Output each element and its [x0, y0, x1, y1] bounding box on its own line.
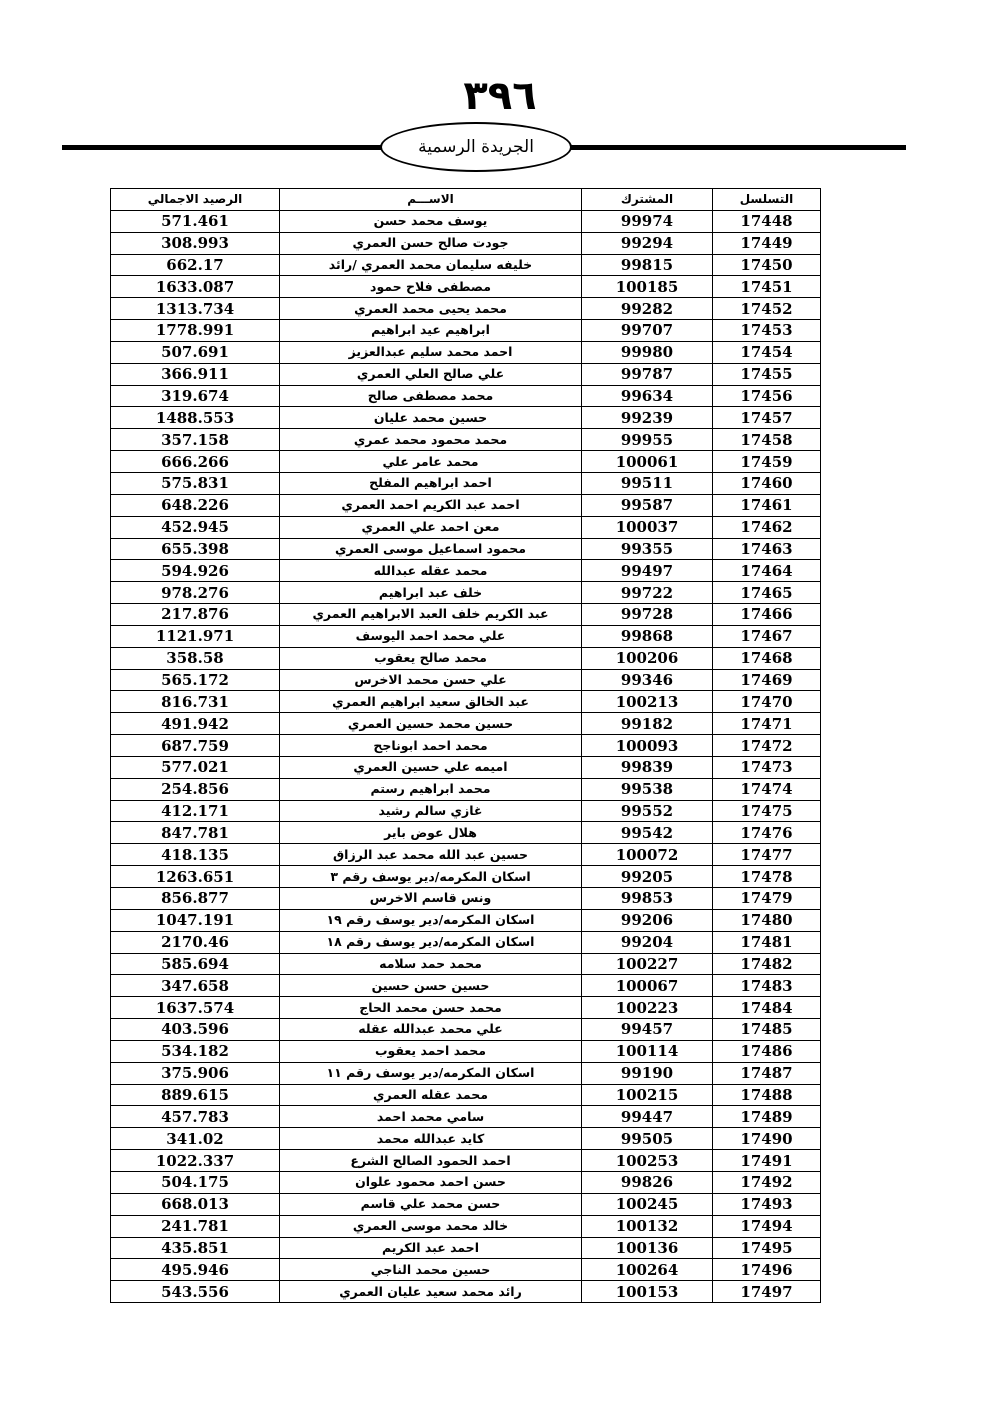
cell-serial: 17486	[713, 1040, 821, 1062]
cell-name: محمد محمود محمد عمري	[280, 429, 582, 451]
cell-name: حسين محمد الناجي	[280, 1259, 582, 1281]
cell-serial: 17478	[713, 866, 821, 888]
cell-name: خلف عبد ابراهيم	[280, 582, 582, 604]
table-row	[111, 1128, 821, 1150]
cell-name: سامي محمد احمد	[280, 1106, 582, 1128]
cell-balance: 571.461	[111, 210, 280, 232]
table-row	[111, 953, 821, 975]
table-row	[111, 1237, 821, 1259]
cell-subscriber: 99205	[582, 866, 713, 888]
cell-subscriber: 100061	[582, 451, 713, 473]
cell-serial: 17455	[713, 363, 821, 385]
cell-serial: 17474	[713, 778, 821, 800]
table-row	[111, 1040, 821, 1062]
cell-serial: 17464	[713, 560, 821, 582]
cell-name: احمد ابراهيم المفلح	[280, 472, 582, 494]
table-row	[111, 451, 821, 473]
cell-serial: 17462	[713, 516, 821, 538]
cell-balance: 1263.651	[111, 866, 280, 888]
table-row	[111, 538, 821, 560]
cell-subscriber: 100215	[582, 1084, 713, 1106]
table-row	[111, 254, 821, 276]
cell-subscriber: 100227	[582, 953, 713, 975]
cell-serial: 17448	[713, 210, 821, 232]
cell-serial: 17476	[713, 822, 821, 844]
cell-balance: 856.877	[111, 888, 280, 910]
cell-serial: 17453	[713, 320, 821, 342]
table-row	[111, 866, 821, 888]
table-row	[111, 1281, 821, 1303]
cell-balance: 585.694	[111, 953, 280, 975]
cell-balance: 687.759	[111, 735, 280, 757]
cell-balance: 594.926	[111, 560, 280, 582]
cell-name: محمود اسماعيل موسى العمري	[280, 538, 582, 560]
cell-serial: 17467	[713, 625, 821, 647]
cell-serial: 17463	[713, 538, 821, 560]
table-row	[111, 1150, 821, 1172]
cell-name: احمد الحمود الصالح الشرع	[280, 1150, 582, 1172]
cell-subscriber: 100264	[582, 1259, 713, 1281]
cell-serial: 17494	[713, 1215, 821, 1237]
cell-name: عبد الكريم خلف العبد الابراهيم العمري	[280, 604, 582, 626]
header-rule-right	[570, 145, 906, 150]
cell-name: محمد عامر علي	[280, 451, 582, 473]
header-rule-left	[62, 145, 384, 150]
cell-serial: 17483	[713, 975, 821, 997]
cell-subscriber: 99206	[582, 909, 713, 931]
cell-subscriber: 99980	[582, 341, 713, 363]
cell-balance: 816.731	[111, 691, 280, 713]
cell-balance: 662.17	[111, 254, 280, 276]
table-row	[111, 800, 821, 822]
table-row	[111, 691, 821, 713]
cell-balance: 418.135	[111, 844, 280, 866]
table-row	[111, 931, 821, 953]
cell-name: رائد محمد سعيد عليان العمري	[280, 1281, 582, 1303]
cell-name: ابراهيم عيد ابراهيم	[280, 320, 582, 342]
cell-serial: 17456	[713, 385, 821, 407]
table-row	[111, 756, 821, 778]
cell-balance: 565.172	[111, 669, 280, 691]
cell-serial: 17477	[713, 844, 821, 866]
table-row	[111, 363, 821, 385]
table-row	[111, 232, 821, 254]
cell-serial: 17451	[713, 276, 821, 298]
cell-subscriber: 99542	[582, 822, 713, 844]
cell-balance: 1488.553	[111, 407, 280, 429]
cell-serial: 17475	[713, 800, 821, 822]
cell-name: احمد عبد الكريم	[280, 1237, 582, 1259]
cell-serial: 17497	[713, 1281, 821, 1303]
cell-balance: 495.946	[111, 1259, 280, 1281]
cell-serial: 17450	[713, 254, 821, 276]
cell-serial: 17484	[713, 997, 821, 1019]
cell-subscriber: 99182	[582, 713, 713, 735]
table-row	[111, 1259, 821, 1281]
header-serial: التسلسل	[713, 189, 821, 211]
cell-serial: 17482	[713, 953, 821, 975]
cell-name: علي محمد احمد اليوسف	[280, 625, 582, 647]
table-row	[111, 735, 821, 757]
cell-subscriber: 99282	[582, 298, 713, 320]
cell-subscriber: 99505	[582, 1128, 713, 1150]
cell-subscriber: 100253	[582, 1150, 713, 1172]
cell-name: ونس قاسم الاخرس	[280, 888, 582, 910]
cell-subscriber: 99853	[582, 888, 713, 910]
cell-name: اسكان المكرمه/دير يوسف رقم ١٨	[280, 931, 582, 953]
table-row	[111, 560, 821, 582]
cell-name: هلال عوض باير	[280, 822, 582, 844]
cell-subscriber: 99511	[582, 472, 713, 494]
cell-balance: 241.781	[111, 1215, 280, 1237]
cell-balance: 2170.46	[111, 931, 280, 953]
table-row	[111, 909, 821, 931]
cell-name: حسين عبد الله محمد عبد الرزاق	[280, 844, 582, 866]
cell-serial: 17490	[713, 1128, 821, 1150]
cell-subscriber: 99787	[582, 363, 713, 385]
cell-name: خليفه سليمان محمد العمري /رائد	[280, 254, 582, 276]
cell-serial: 17488	[713, 1084, 821, 1106]
cell-subscriber: 100245	[582, 1193, 713, 1215]
cell-serial: 17458	[713, 429, 821, 451]
cell-name: كايد عبدالله محمد	[280, 1128, 582, 1150]
cell-subscriber: 100153	[582, 1281, 713, 1303]
cell-name: علي صالح العلي العمري	[280, 363, 582, 385]
cell-balance: 534.182	[111, 1040, 280, 1062]
cell-subscriber: 99497	[582, 560, 713, 582]
cell-subscriber: 100037	[582, 516, 713, 538]
cell-serial: 17473	[713, 756, 821, 778]
cell-balance: 457.783	[111, 1106, 280, 1128]
table-row	[111, 407, 821, 429]
table-row	[111, 997, 821, 1019]
cell-subscriber: 100223	[582, 997, 713, 1019]
cell-subscriber: 99294	[582, 232, 713, 254]
cell-balance: 666.266	[111, 451, 280, 473]
cell-serial: 17468	[713, 647, 821, 669]
cell-name: حسن احمد محمود علوان	[280, 1171, 582, 1193]
cell-balance: 847.781	[111, 822, 280, 844]
cell-name: اسكان المكرمه/دير يوسف رقم ١٩	[280, 909, 582, 931]
cell-balance: 217.876	[111, 604, 280, 626]
table-row	[111, 975, 821, 997]
cell-serial: 17479	[713, 888, 821, 910]
cell-serial: 17465	[713, 582, 821, 604]
table-header-row	[111, 189, 821, 211]
table-row	[111, 210, 821, 232]
cell-subscriber: 99826	[582, 1171, 713, 1193]
cell-balance: 978.276	[111, 582, 280, 604]
cell-name: حسن محمد علي قاسم	[280, 1193, 582, 1215]
cell-name: محمد مصطفى صالح	[280, 385, 582, 407]
cell-balance: 1633.087	[111, 276, 280, 298]
cell-name: احمد عبد الكريم احمد العمري	[280, 494, 582, 516]
cell-name: حسين محمد حسين العمري	[280, 713, 582, 735]
cell-name: حسين محمد عليان	[280, 407, 582, 429]
cell-balance: 341.02	[111, 1128, 280, 1150]
cell-balance: 1022.337	[111, 1150, 280, 1172]
table-row	[111, 888, 821, 910]
cell-serial: 17496	[713, 1259, 821, 1281]
table-row	[111, 472, 821, 494]
table-row	[111, 582, 821, 604]
cell-serial: 17493	[713, 1193, 821, 1215]
table-row	[111, 1084, 821, 1106]
cell-name: محمد احمد يعقوب	[280, 1040, 582, 1062]
cell-balance: 375.906	[111, 1062, 280, 1084]
cell-subscriber: 100136	[582, 1237, 713, 1259]
table-row	[111, 713, 821, 735]
table-body	[111, 210, 821, 1302]
table-row	[111, 516, 821, 538]
cell-balance: 889.615	[111, 1084, 280, 1106]
cell-balance: 543.556	[111, 1281, 280, 1303]
table-row	[111, 1019, 821, 1041]
cell-serial: 17495	[713, 1237, 821, 1259]
cell-name: محمد احمد ابوناجح	[280, 735, 582, 757]
cell-serial: 17487	[713, 1062, 821, 1084]
cell-balance: 507.691	[111, 341, 280, 363]
cell-balance: 308.993	[111, 232, 280, 254]
cell-serial: 17452	[713, 298, 821, 320]
cell-subscriber: 100213	[582, 691, 713, 713]
cell-subscriber: 99839	[582, 756, 713, 778]
cell-subscriber: 99190	[582, 1062, 713, 1084]
cell-balance: 577.021	[111, 756, 280, 778]
cell-serial: 17460	[713, 472, 821, 494]
cell-serial: 17489	[713, 1106, 821, 1128]
page-number: ٣٩٦	[463, 73, 537, 119]
cell-serial: 17466	[713, 604, 821, 626]
table-row	[111, 822, 821, 844]
cell-name: محمد حمد سلامه	[280, 953, 582, 975]
cell-name: محمد يحيى محمد العمري	[280, 298, 582, 320]
cell-balance: 452.945	[111, 516, 280, 538]
cell-subscriber: 99355	[582, 538, 713, 560]
cell-balance: 254.856	[111, 778, 280, 800]
cell-serial: 17480	[713, 909, 821, 931]
cell-subscriber: 99722	[582, 582, 713, 604]
cell-balance: 668.013	[111, 1193, 280, 1215]
cell-serial: 17449	[713, 232, 821, 254]
table-row	[111, 625, 821, 647]
cell-subscriber: 100072	[582, 844, 713, 866]
cell-balance: 575.831	[111, 472, 280, 494]
cell-name: خالد محمد موسى العمري	[280, 1215, 582, 1237]
cell-subscriber: 99955	[582, 429, 713, 451]
cell-subscriber: 100185	[582, 276, 713, 298]
table-row	[111, 1062, 821, 1084]
cell-balance: 1637.574	[111, 997, 280, 1019]
cell-subscriber: 99587	[582, 494, 713, 516]
cell-name: احمد محمد سليم عبدالعزيز	[280, 341, 582, 363]
cell-name: محمد حسن محمد الحاج	[280, 997, 582, 1019]
cell-subscriber: 99346	[582, 669, 713, 691]
table-row	[111, 844, 821, 866]
cell-balance: 366.911	[111, 363, 280, 385]
cell-name: يوسف محمد حسن	[280, 210, 582, 232]
cell-serial: 17457	[713, 407, 821, 429]
cell-subscriber: 100093	[582, 735, 713, 757]
cell-serial: 17472	[713, 735, 821, 757]
cell-subscriber: 99552	[582, 800, 713, 822]
cell-balance: 435.851	[111, 1237, 280, 1259]
cell-name: اسكان المكرمه/دير يوسف رقم ١١	[280, 1062, 582, 1084]
cell-serial: 17492	[713, 1171, 821, 1193]
cell-balance: 655.398	[111, 538, 280, 560]
cell-balance: 504.175	[111, 1171, 280, 1193]
cell-serial: 17481	[713, 931, 821, 953]
cell-serial: 17471	[713, 713, 821, 735]
table-row	[111, 1106, 821, 1128]
cell-name: محمد عقله عبدالله	[280, 560, 582, 582]
cell-subscriber: 99204	[582, 931, 713, 953]
cell-name: اميمه علي حسين العمري	[280, 756, 582, 778]
cell-subscriber: 99815	[582, 254, 713, 276]
cell-name: اسكان المكرمه/دير يوسف رقم ٣	[280, 866, 582, 888]
table-row	[111, 385, 821, 407]
cell-balance: 1121.971	[111, 625, 280, 647]
table-row	[111, 341, 821, 363]
table-row	[111, 669, 821, 691]
publication-title: الجريدة الرسمية	[380, 122, 572, 172]
cell-name: عبد الخالق سعيد ابراهيم العمري	[280, 691, 582, 713]
cell-name: جودت صالح حسن العمري	[280, 232, 582, 254]
table-row	[111, 298, 821, 320]
cell-balance: 648.226	[111, 494, 280, 516]
cell-serial: 17491	[713, 1150, 821, 1172]
cell-subscriber: 100067	[582, 975, 713, 997]
cell-balance: 412.171	[111, 800, 280, 822]
cell-subscriber: 99868	[582, 625, 713, 647]
cell-balance: 1047.191	[111, 909, 280, 931]
table-row	[111, 647, 821, 669]
table-row	[111, 778, 821, 800]
cell-balance: 357.158	[111, 429, 280, 451]
cell-subscriber: 99447	[582, 1106, 713, 1128]
cell-subscriber: 99728	[582, 604, 713, 626]
cell-name: معن احمد علي العمري	[280, 516, 582, 538]
cell-subscriber: 99974	[582, 210, 713, 232]
cell-serial: 17461	[713, 494, 821, 516]
cell-serial: 17459	[713, 451, 821, 473]
cell-name: محمد ابراهيم رستم	[280, 778, 582, 800]
cell-balance: 319.674	[111, 385, 280, 407]
cell-subscriber: 100114	[582, 1040, 713, 1062]
cell-name: غازي سالم رشيد	[280, 800, 582, 822]
cell-serial: 17469	[713, 669, 821, 691]
cell-serial: 17454	[713, 341, 821, 363]
table-row	[111, 276, 821, 298]
cell-balance: 403.596	[111, 1019, 280, 1041]
cell-balance: 1778.991	[111, 320, 280, 342]
cell-balance: 347.658	[111, 975, 280, 997]
header-balance: الرصيد الاجمالي	[111, 189, 280, 211]
cell-serial: 17470	[713, 691, 821, 713]
cell-subscriber: 99457	[582, 1019, 713, 1041]
cell-subscriber: 100206	[582, 647, 713, 669]
cell-subscriber: 99538	[582, 778, 713, 800]
subscriber-balance-table	[110, 188, 821, 1303]
cell-balance: 491.942	[111, 713, 280, 735]
table-row	[111, 604, 821, 626]
cell-serial: 17485	[713, 1019, 821, 1041]
table-row	[111, 429, 821, 451]
cell-name: علي حسن محمد الاخرس	[280, 669, 582, 691]
table-row	[111, 1193, 821, 1215]
cell-subscriber: 99707	[582, 320, 713, 342]
cell-name: محمد صالح يعقوب	[280, 647, 582, 669]
cell-balance: 1313.734	[111, 298, 280, 320]
table-row	[111, 1171, 821, 1193]
cell-subscriber: 100132	[582, 1215, 713, 1237]
header-subscriber: المشترك	[582, 189, 713, 211]
cell-subscriber: 99239	[582, 407, 713, 429]
table-row	[111, 1215, 821, 1237]
cell-balance: 358.58	[111, 647, 280, 669]
cell-name: محمد عقله العمري	[280, 1084, 582, 1106]
cell-subscriber: 99634	[582, 385, 713, 407]
cell-name: مصطفى فلاح حمود	[280, 276, 582, 298]
cell-name: علي محمد عبدالله عقله	[280, 1019, 582, 1041]
table-row	[111, 320, 821, 342]
table-row	[111, 494, 821, 516]
header-name: الاســـم	[280, 189, 582, 211]
cell-name: حسين حسن حسين	[280, 975, 582, 997]
